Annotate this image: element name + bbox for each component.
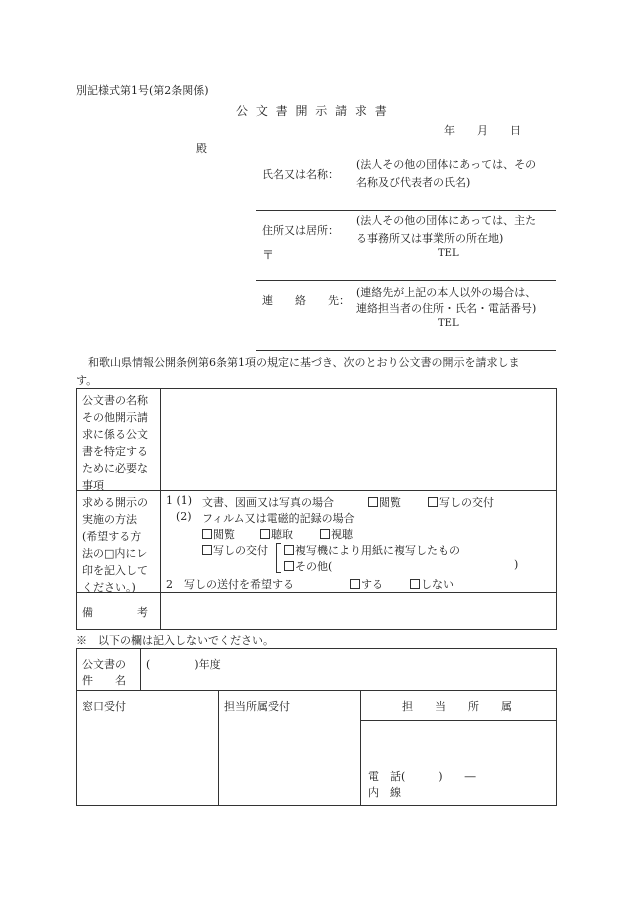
remarks-field[interactable] [162, 594, 555, 628]
tel-label-2: TEL [438, 318, 459, 329]
office-use-note: ※ 以下の欄は記入しないでください。 [76, 634, 274, 647]
method-label: 求める開示の 実施の方法 (希望する方 法の□内にレ 印を記入して ください。) [82, 496, 148, 594]
intro-text-cont: す。 [76, 374, 98, 387]
checkbox-icon[interactable] [202, 529, 212, 539]
doc-name-field[interactable] [162, 390, 555, 489]
doc-subject-label-1: 公文書の [82, 658, 126, 671]
checkbox-icon[interactable] [350, 579, 360, 589]
fiscal-year: ( )年度 [146, 658, 221, 671]
contact-underline[interactable] [256, 350, 556, 351]
office-dept-divider [360, 720, 557, 721]
contact-note-line2: 連絡担当者の住所・氏名・電話番号) [356, 302, 537, 315]
name-note-line1: (法人その他の団体にあっては、その [356, 158, 537, 171]
dept-reception: 担当所属受付 [224, 700, 290, 713]
dept-header: 担 当 所 属 [402, 700, 512, 713]
option-copy-delivery[interactable]: 写しの交付 [428, 494, 494, 510]
form-number: 別記様式第1号(第2条関係) [76, 84, 209, 97]
option-no[interactable]: しない [410, 576, 454, 592]
document-title: 公 文 書 開 示 請 求 書 [236, 104, 389, 118]
option-view-2[interactable]: 閲覧 [202, 526, 235, 542]
option-other-close: ) [514, 558, 519, 571]
checkbox-icon[interactable] [284, 561, 294, 571]
left-brace-icon [276, 543, 281, 573]
table-col-divider [160, 388, 161, 630]
checkbox-icon[interactable] [284, 545, 294, 555]
doc-subject-label-2: 件 名 [82, 674, 126, 687]
option-listen[interactable]: 聴取 [260, 526, 293, 542]
office-col-divider-c [360, 690, 361, 806]
method-1-1-text: 文書、図画又は写真の場合 [202, 496, 334, 509]
address-underline[interactable] [256, 280, 556, 281]
checkbox-icon[interactable] [320, 529, 330, 539]
address-label: 住所又は居所： [262, 224, 339, 237]
option-copier[interactable]: 複写機により用紙に複写したもの [284, 542, 460, 558]
name-underline[interactable] [256, 210, 556, 211]
method-1-2-number: (2) [176, 510, 192, 523]
checkbox-icon[interactable] [260, 529, 270, 539]
mail-copy-text: 2 写しの送付を希望する [166, 578, 294, 591]
extension-line: 内 線 [368, 786, 401, 799]
option-yes[interactable]: する [350, 576, 383, 592]
tel-label-1: TEL [438, 248, 459, 259]
intro-text: 和歌山県情報公開条例第6条第1項の規定に基づき、次のとおり公文書の開示を請求しま [88, 356, 520, 369]
date-field[interactable]: 年 月 日 [444, 124, 521, 137]
option-other[interactable]: その他( [284, 558, 332, 574]
table-row-divider-1 [76, 490, 557, 491]
office-col-divider-b [218, 690, 219, 806]
postal-mark: 〒 [262, 248, 275, 262]
address-note-line1: (法人その他の団体にあっては、主た [356, 214, 537, 227]
checkbox-icon[interactable] [428, 497, 438, 507]
table-row-divider-2 [76, 592, 557, 593]
addressee-suffix: 殿 [196, 142, 207, 155]
contact-label: 連 絡 先： [262, 294, 350, 307]
checkbox-icon[interactable] [368, 497, 378, 507]
method-1-2-text: フィルム又は電磁的記録の場合 [202, 512, 355, 525]
contact-note-line1: (連絡先が上記の本人以外の場合は、 [356, 286, 537, 299]
phone-line: 電 話( ) ― [368, 770, 476, 783]
option-copy-2[interactable]: 写しの交付 [202, 542, 268, 558]
method-1-1-number: 1 (1) [166, 494, 193, 507]
address-note-line2: る事務所又は事業所の所在地) [356, 232, 504, 245]
option-watch[interactable]: 視聴 [320, 526, 353, 542]
doc-name-label: 公文書の名称 その他開示請 求に係る公文 書を特定する ために必要な 事項 [82, 394, 148, 492]
window-reception: 窓口受付 [82, 700, 126, 713]
office-col-divider-a [140, 648, 141, 690]
name-label: 氏名又は名称： [262, 168, 339, 181]
remarks-label: 備 考 [82, 606, 148, 619]
checkbox-icon[interactable] [202, 545, 212, 555]
checkbox-icon[interactable] [410, 579, 420, 589]
option-view[interactable]: 閲覧 [368, 494, 401, 510]
name-note-line2: 名称及び代表者の氏名) [356, 176, 471, 189]
office-row-divider [76, 690, 557, 691]
